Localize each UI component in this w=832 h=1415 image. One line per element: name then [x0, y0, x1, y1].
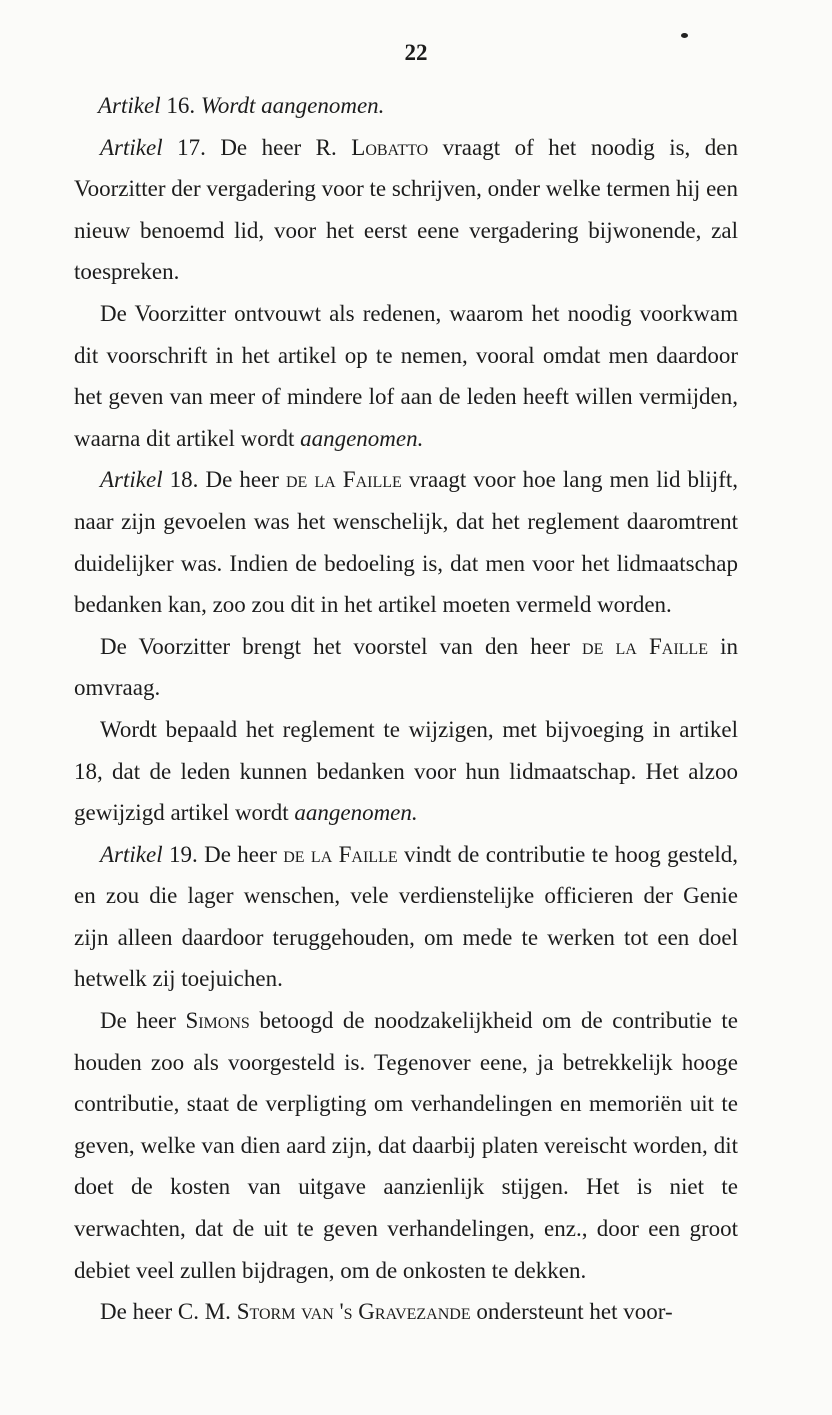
text-run: 18. De heer [162, 467, 286, 493]
page-number: 22 [404, 40, 428, 65]
paragraph [74, 1291, 738, 1333]
paragraph [74, 85, 738, 127]
text-run: betoogd de noodzakelijkheid om de contributie te houden zoo als voorgesteld is. Tegenover eene, ja betrekkelijk hooge contributie, staat de verpligting om verhandelingen en memoriën uit te geven, welke van dien aard zijn, dat daarbij platen vereischt worden, dit doet de kosten van uitgave aanzienlijk stijgen. Het is niet te verwachten, dat de uit te geven verhandelingen, enz., door een groot debiet veel zullen bijdragen, om de onkosten te dekken. [74, 1008, 738, 1283]
paragraph [74, 127, 738, 293]
paragraph [74, 1000, 738, 1291]
text-run: ondersteunt het voor- [470, 1299, 673, 1325]
text-run: vraagt voor hoe lang men lid blijft, naar zijn gevoelen was het wenschelijk, dat het reglement daaromtrent duidelijker was. Indien de bedoeling is, dat men voor het lidmaatschap bedanken kan, zoo zou dit in het artikel moeten vermeld worden. [74, 467, 738, 618]
text-run: De heer [100, 1008, 186, 1034]
name-smallcaps: Storm van 's Gravezande [236, 1299, 471, 1325]
name-smallcaps: de la Faille [283, 841, 398, 867]
text-run: in omvraag. [74, 633, 738, 701]
text-run: 17. De heer R. [162, 134, 352, 160]
name-smallcaps: Lobatto [351, 134, 429, 160]
paragraph [74, 834, 738, 1000]
italic-text: Wordt aangenomen. [200, 93, 385, 118]
body-text [74, 85, 738, 1333]
paragraph [74, 459, 738, 625]
text-run: 16. [160, 93, 201, 118]
italic-text: aangenomen. [294, 800, 418, 826]
name-smallcaps: Simons [185, 1008, 250, 1034]
text-run: De Voorzitter ontvouwt als redenen, waarom het noodig voorkwam dit voorschrift in het artikel op te nemen, vooral omdat men daardoor het geven van meer of mindere lof aan de leden heeft willen vermijden, waarna dit artikel wordt [74, 300, 738, 451]
text-run: vraagt of het noodig is, den Voorzitter der vergadering voor te schrijven, onder welke termen hij een nieuw benoemd lid, voor het eerst eene vergadering bijwonende, zal toespreken. [74, 134, 738, 285]
italic-text: Artikel [100, 134, 163, 160]
paragraph [74, 293, 738, 459]
text-run: 19. De heer [162, 841, 284, 867]
italic-text: Artikel [100, 841, 163, 867]
text-run: vindt de contributie te hoog gesteld, en zou die lager wenschen, vele verdienstelijke officieren der Genie zijn alleen daardoor teruggehouden, om mede te werken tot een doel hetwelk zij toejuichen. [74, 841, 738, 992]
name-smallcaps: de la Faille [286, 467, 402, 493]
text-run: De Voorzitter brengt het voorstel van den heer [100, 633, 583, 659]
italic-text: aangenomen. [300, 425, 424, 451]
paragraph [74, 709, 738, 834]
italic-text: Artikel [98, 93, 161, 118]
ink-speck [681, 33, 688, 38]
text-run: Wordt bepaald het reglement te wijzigen, met bijvoeging in artikel 18, dat de leden kunnen bedanken voor hun lidmaatschap. Het alzoo gewijzigd artikel wordt [74, 716, 738, 826]
italic-text: Artikel [100, 467, 163, 493]
name-smallcaps: de la Faille [582, 633, 708, 659]
paragraph [74, 626, 738, 709]
text-run: De heer C. M. [100, 1299, 237, 1325]
